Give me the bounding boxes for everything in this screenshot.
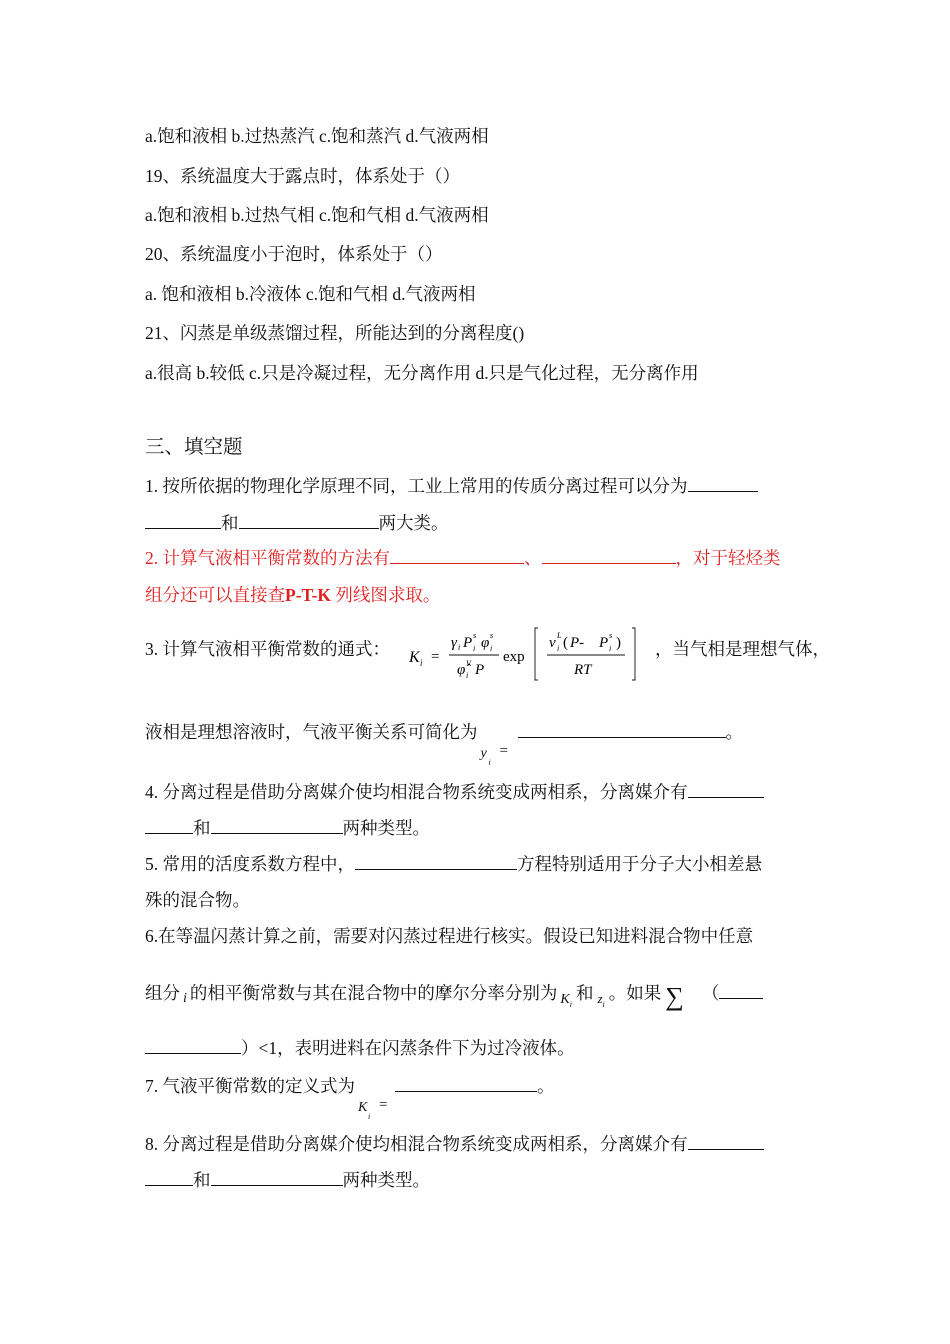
q18-options: a.饱和液相 b.过热蒸汽 c.饱和蒸汽 d.气液两相 [145, 126, 489, 146]
q6-math-z-sub: i [602, 1000, 605, 1009]
formula-Ps: P [463, 635, 473, 651]
q6-line1: 6.在等温闪蒸计算之前，需要对闪蒸过程进行核实。假设已知进料混合物中任意 [145, 926, 754, 946]
formula-phihat-sup: V [466, 659, 471, 668]
formula-K: K [409, 649, 420, 666]
q3-line2 [145, 720, 743, 767]
q19-stem: 19、系统温度大于露点时，体系处于（） [145, 166, 460, 186]
q1-text: 1. 按所依据的物理化学原理不同，工业上常用的传质分离过程可以分为 [145, 476, 688, 496]
q3-end: 。 [725, 722, 743, 742]
q6-math-K-sub: i [569, 1000, 572, 1009]
formula-phi-sub: i [490, 644, 493, 653]
q21-stem: 21、闪蒸是单级蒸馏过程，所能达到的分离程度() [145, 323, 525, 343]
q5-text: 5. 常用的活度系数方程中， [145, 854, 355, 874]
q2-sep: 、 [524, 548, 542, 568]
q3-line1 [145, 637, 390, 661]
q2-text-d: 列线图求取。 [331, 585, 441, 605]
q2-text-b: ，对于轻烃类 [675, 548, 781, 568]
q5-blank[interactable] [355, 852, 517, 870]
formula-nu-sup: L [557, 631, 562, 640]
q6-blank-b[interactable] [145, 1036, 241, 1054]
q6-text-b4: 。如果 [608, 983, 662, 1003]
q6-math-i: i [183, 991, 187, 1006]
formula-y-sub: i [488, 758, 491, 767]
formula-P2: P [570, 635, 580, 651]
q7-math-eq: = [379, 1097, 388, 1113]
q1-line1 [145, 474, 758, 498]
q6-text-b5: （ [701, 983, 720, 1003]
q1-line2 [145, 511, 449, 535]
section-title: 三、填空题 [145, 437, 243, 458]
formula-close: ) [616, 635, 621, 651]
q7-end: 。 [537, 1076, 555, 1096]
formula-P3: P [599, 635, 609, 651]
q2-blank-1[interactable] [390, 546, 524, 564]
q6-blank-a[interactable] [719, 981, 763, 999]
formula-phi-sup: s [490, 631, 494, 640]
q8-line1 [145, 1132, 764, 1156]
q8-blank-1a[interactable] [688, 1132, 764, 1150]
formula-Ps-sup: s [473, 631, 477, 640]
q3-text: 3. 计算气液相平衡常数的通式： [145, 639, 390, 659]
formula-phihat: φ̂ [457, 662, 466, 678]
q6-text-b3: 和 [575, 983, 594, 1003]
q4-blank-2[interactable] [211, 816, 343, 834]
q4-blank-1a[interactable] [688, 780, 764, 798]
q5-line1 [145, 852, 762, 876]
q6-line3 [145, 1036, 575, 1060]
q7-line [145, 1074, 555, 1121]
q6-sigma-icon: ∑ [665, 982, 684, 1011]
formula-nu: ν [549, 635, 556, 651]
formula-eq: = [431, 649, 440, 665]
formula-open: ( [563, 635, 568, 651]
formula-minus: - [579, 635, 584, 651]
q6-math-z: z [597, 991, 603, 1006]
q1-blank-1a[interactable] [688, 474, 758, 492]
q5-text-b: 方程特别适用于分子大小相差悬 [517, 854, 762, 874]
formula-y: y [480, 746, 487, 761]
q6-math-K: K [560, 992, 570, 1007]
q20-options: a. 饱和液相 b.冷液体 c.饱和气相 d.气液两相 [145, 284, 476, 304]
q2-blank-2[interactable] [542, 546, 676, 564]
q4-line2 [145, 816, 430, 840]
q2-line1 [145, 546, 781, 570]
q8-end: 两种类型。 [342, 1170, 430, 1190]
q4-blank-1b[interactable] [145, 816, 193, 834]
q6-text-b2: 的相平衡常数与其在混合物中的摩尔分率分别为 [189, 983, 558, 1003]
q8-blank-1b[interactable] [145, 1168, 193, 1186]
q7-math-K-sub: i [368, 1112, 371, 1121]
q7-blank[interactable] [395, 1074, 537, 1092]
formula-nu-sub: i [557, 644, 560, 653]
formula-P3-sup: s [609, 631, 613, 640]
q4-and: 和 [193, 818, 211, 838]
formula-RT: RT [574, 662, 592, 678]
q20-stem: 20、系统温度小于泡时，体系处于（） [145, 244, 443, 264]
q1-blank-2[interactable] [239, 511, 379, 529]
q19-options: a.饱和液相 b.过热气相 c.饱和气相 d.气液两相 [145, 205, 489, 225]
q7-text: 7. 气液平衡常数的定义式为 [145, 1076, 355, 1096]
q8-line2 [145, 1168, 430, 1192]
q3-text-b: ，当气相是理想气体， [655, 639, 830, 659]
q4-text: 4. 分离过程是借助分离媒介使均相混合物系统变成两相系，分离媒介有 [145, 782, 688, 802]
q5-line2: 殊的混合物。 [145, 890, 250, 910]
q2-text-c: 组分还可以直接查 [145, 585, 285, 605]
formula-Ps-sub: i [473, 644, 476, 653]
formula-P: P [475, 662, 485, 678]
formula-phihat-sub: i [466, 671, 469, 680]
formula-exp: exp [503, 649, 525, 665]
q1-blank-1b[interactable] [145, 511, 221, 529]
formula-y-eq: = [499, 743, 508, 759]
q2-line2 [145, 583, 440, 607]
q2-text: 2. 计算气液相平衡常数的方法有 [145, 548, 390, 568]
formula-phi: φ [481, 635, 490, 651]
q4-end: 两种类型。 [342, 818, 430, 838]
formula-P3-sub: i [609, 644, 612, 653]
q3-formula [407, 624, 659, 684]
q1-and: 和 [221, 513, 239, 533]
q6-text-c: ）<1，表明进料在闪蒸条件下为过冷液体。 [241, 1038, 575, 1058]
formula-K-sub: i [420, 658, 423, 668]
q7-math-K: K [358, 1100, 368, 1115]
q8-text: 8. 分离过程是借助分离媒介使均相混合物系统变成两相系，分离媒介有 [145, 1134, 688, 1154]
q4-line1 [145, 780, 764, 804]
q2-chart-name: P-T-K [285, 585, 332, 605]
q6-text-b1: 组分 [145, 983, 180, 1003]
formula-gamma: γ [451, 635, 457, 651]
q8-blank-2[interactable] [211, 1168, 343, 1186]
q3-blank[interactable] [518, 720, 726, 738]
q8-and: 和 [193, 1170, 211, 1190]
formula-gamma-sub: i [458, 643, 461, 652]
q1-end: 两大类。 [378, 513, 449, 533]
q3-text-c: 液相是理想溶液时，气液平衡关系可简化为 [145, 722, 478, 742]
q21-options: a.很高 b.较低 c.只是冷凝过程，无分离作用 d.只是气化过程，无分离作用 [145, 363, 699, 383]
q6-line2 [145, 979, 763, 1009]
